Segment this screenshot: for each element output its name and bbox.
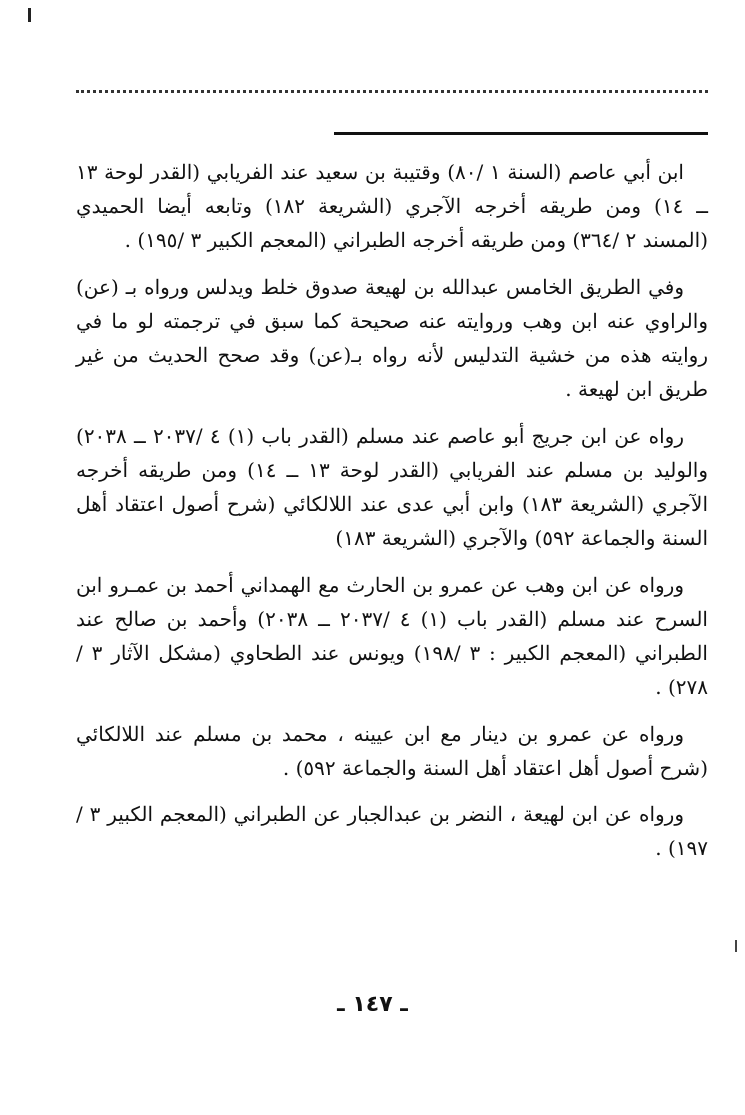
dotted-divider bbox=[76, 90, 708, 93]
body-text bbox=[76, 155, 708, 878]
corner-mark bbox=[28, 8, 31, 22]
paragraph-2: وفي الطريق الخامس عبدالله بن لهيعة صدوق خلط ويدلس ورواه بـ (عن) والراوي عنه ابن وهب وروايته عنه صحيحة كما سبق في ترجمته لو ما في روايته هذه من خشية التدليس لأنه رواه بـ(عن) وقد صحح الحديث من غير طريق ابن لهيعة . bbox=[76, 275, 708, 401]
thick-divider bbox=[334, 132, 708, 135]
paragraph-3: رواه عن ابن جريج أبو عاصم عند مسلم (القدر باب (١) ٤ /٢٠٣٧ ــ ٢٠٣٨) والوليد بن مسلم عند الفريابي (القدر لوحة ١٣ ــ ١٤) ومن طريقه أخرجه الآجري (الشريعة ١٨٣) وابن أبي عدى عند اللالكائي (شرح أصول اعتقاد أهل السنة والجماعة ٥٩٢) والآجري (الشريعة ١٨٣) bbox=[76, 424, 709, 550]
paragraph-4: ورواه عن ابن وهب عن عمرو بن الحارث مع الهمداني أحمد بن عمـرو ابن السرح عند مسلم (القدر باب (١) ٤ /٢٠٣٧ ــ ٢٠٣٨) وأحمد بن صالح عند الطبراني (المعجم الكبير : ٣ /١٩٨) ويونس عند الطحاوي (مشكل الآثار ٣ /٢٧٨) . bbox=[76, 573, 708, 699]
paragraph-1: ابن أبي عاصم (السنة ١ /٨٠) وقتيبة بن سعيد عند الفريابي (القدر لوحة ١٣ ــ ١٤) ومن طريقه أخرجه الآجري (الشريعة ١٨٢) وتابعه أيضا الحميدي (المسند ٢ /٣٦٤) ومن طريقه أخرجه الطبراني (المعجم الكبير ٣ /١٩٥) . bbox=[76, 160, 708, 252]
page-number: ـ ١٤٧ ـ bbox=[337, 992, 408, 1017]
paragraph-5: ورواه عن عمرو بن دينار مع ابن عيينه ، محمد بن مسلم عند اللالكائي (شرح أصول أهل اعتقاد أهل السنة والجماعة ٥٩٢) . bbox=[76, 722, 708, 780]
edge-mark bbox=[735, 940, 737, 952]
paragraph-6: ورواه عن ابن لهيعة ، النضر بن عبدالجبار عن الطبراني (المعجم الكبير ٣ /١٩٧) . bbox=[76, 802, 708, 860]
